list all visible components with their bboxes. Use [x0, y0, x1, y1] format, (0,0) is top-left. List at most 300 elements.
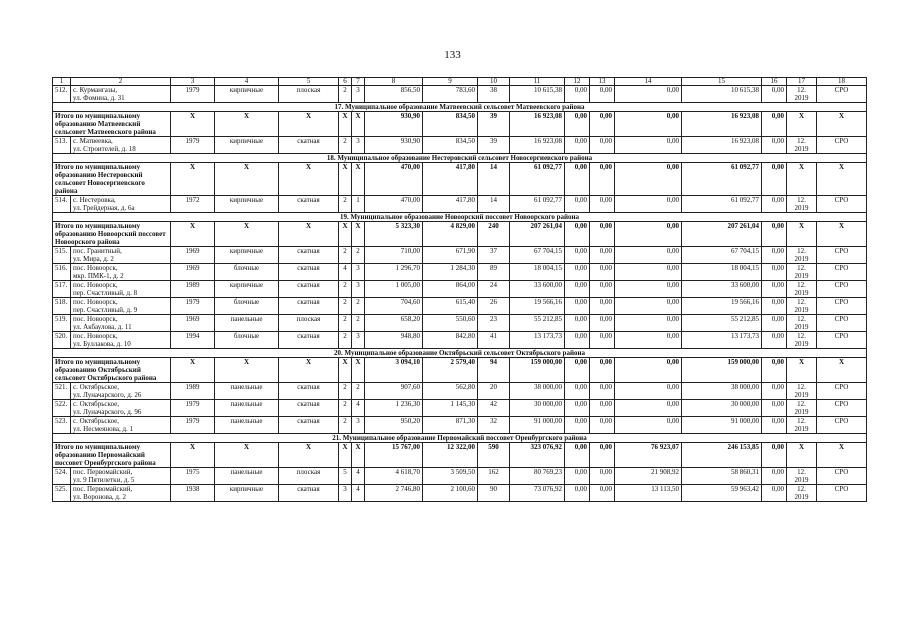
building-row: [53, 468, 867, 485]
repair-method: СРО: [817, 86, 867, 103]
cost-owners: 67 704,15: [682, 247, 762, 264]
residential-area: 12 322,00: [423, 443, 478, 468]
repair-method: СРО: [817, 400, 867, 417]
not-applicable-mark: X: [339, 358, 352, 383]
repair-method: СРО: [817, 298, 867, 315]
roof-type: скатная: [279, 196, 339, 213]
floor-count: 4: [339, 264, 352, 281]
building-address: [71, 298, 171, 315]
cost-federal: 0,00: [565, 417, 590, 434]
floor-count: 2: [339, 417, 352, 434]
cost-regional: 0,00: [590, 298, 615, 315]
completion-date: [787, 468, 817, 485]
total-area: 1 236,30: [365, 400, 423, 417]
cost-owners: 16 923,08: [682, 112, 762, 137]
build-year: 1979: [171, 400, 215, 417]
roof-type: скатная: [279, 485, 339, 502]
completion-date-line2: 2019: [794, 476, 809, 484]
cost-local: 21 908,92: [615, 468, 682, 485]
repair-cost-total: 18 004,15: [510, 264, 565, 281]
building-address-line2: ул. Грейдерная, д. 6а: [73, 204, 135, 212]
column-number-header: 12: [565, 78, 590, 86]
entrance-count: 4: [352, 485, 365, 502]
not-applicable-mark: X: [787, 358, 817, 383]
residents-count: 32: [478, 417, 510, 434]
building-row: [53, 264, 867, 281]
cost-other: 0,00: [762, 358, 787, 383]
section-title: 20. Муниципальное образование Октябрьский сельсовет Октябрьского района: [53, 349, 867, 358]
build-year: 1969: [171, 264, 215, 281]
cost-federal: 0,00: [565, 332, 590, 349]
cost-regional: 0,00: [590, 485, 615, 502]
column-number-header: 4: [215, 78, 279, 86]
section-header-row: [53, 349, 867, 358]
building-address: [71, 137, 171, 154]
row-number: 517.: [53, 281, 71, 298]
completion-date-line1: 12.: [797, 417, 806, 425]
roof-type: скатная: [279, 383, 339, 400]
completion-date-line2: 2019: [794, 145, 809, 153]
building-address: [71, 264, 171, 281]
subtotal-row: [53, 112, 867, 137]
cost-other: 0,00: [762, 86, 787, 103]
wall-material: блочные: [215, 298, 279, 315]
not-applicable-mark: X: [787, 222, 817, 247]
cost-regional: 0,00: [590, 281, 615, 298]
building-address-line2: ул. Луначарского, д. 96: [73, 408, 142, 416]
build-year: 1994: [171, 332, 215, 349]
floor-count: 2: [339, 196, 352, 213]
column-number-header: 16: [762, 78, 787, 86]
completion-date: [787, 298, 817, 315]
cost-federal: 0,00: [565, 247, 590, 264]
cost-other: 0,00: [762, 163, 787, 196]
cost-owners: 19 566,16: [682, 298, 762, 315]
cost-federal: 0,00: [565, 383, 590, 400]
column-number-header: 11: [510, 78, 565, 86]
completion-date-line2: 2019: [794, 272, 809, 280]
cost-local: 0,00: [615, 417, 682, 434]
residents-count: 42: [478, 400, 510, 417]
building-address: [71, 332, 171, 349]
not-applicable-mark: X: [352, 358, 365, 383]
completion-date-line1: 12.: [797, 332, 806, 340]
floor-count: 2: [339, 400, 352, 417]
residents-count: 20: [478, 383, 510, 400]
subtotal-row: [53, 443, 867, 468]
cost-local: 0,00: [615, 298, 682, 315]
repair-cost-total: 61 092,77: [510, 196, 565, 213]
completion-date-line2: 2019: [794, 289, 809, 297]
cost-local: 0,00: [615, 137, 682, 154]
wall-material: блочные: [215, 264, 279, 281]
floor-count: 2: [339, 281, 352, 298]
build-year: 1979: [171, 417, 215, 434]
cost-regional: 0,00: [590, 383, 615, 400]
repair-cost-total: 55 212,85: [510, 315, 565, 332]
building-address-line1: пос. Новоорск,: [73, 264, 118, 272]
residential-area: 2 100,60: [423, 485, 478, 502]
row-number: 518.: [53, 298, 71, 315]
repair-cost-total: 16 923,08: [510, 112, 565, 137]
repair-method: СРО: [817, 468, 867, 485]
repair-method: СРО: [817, 247, 867, 264]
completion-date-line1: 12.: [797, 400, 806, 408]
roof-type: скатная: [279, 298, 339, 315]
cost-regional: 0,00: [590, 86, 615, 103]
residents-count: 89: [478, 264, 510, 281]
completion-date: [787, 264, 817, 281]
floor-count: 2: [339, 247, 352, 264]
row-number: 512.: [53, 86, 71, 103]
completion-date-line1: 12.: [797, 196, 806, 204]
building-address-line2: мкр. ПМК-1, д. 2: [73, 272, 124, 280]
cost-federal: 0,00: [565, 358, 590, 383]
cost-federal: 0,00: [565, 222, 590, 247]
row-number: 523.: [53, 417, 71, 434]
cost-federal: 0,00: [565, 315, 590, 332]
completion-date-line1: 12.: [797, 383, 806, 391]
column-number-header: 5: [279, 78, 339, 86]
not-applicable-mark: X: [817, 163, 867, 196]
wall-material: панельные: [215, 400, 279, 417]
section-title: 21. Муниципальное образование Первомайский поссовет Оренбургского района: [53, 434, 867, 443]
residential-area: 864,00: [423, 281, 478, 298]
completion-date-line1: 12.: [797, 86, 806, 94]
repair-method: СРО: [817, 417, 867, 434]
cost-other: 0,00: [762, 485, 787, 502]
total-area: 658,20: [365, 315, 423, 332]
section-title: 18. Муниципальное образование Нестеровский сельсовет Новосергиевского района: [53, 154, 867, 163]
cost-local: 13 113,50: [615, 485, 682, 502]
cost-regional: 0,00: [590, 358, 615, 383]
entrance-count: 4: [352, 400, 365, 417]
building-address: [71, 315, 171, 332]
residents-count: 38: [478, 86, 510, 103]
row-number: 521.: [53, 383, 71, 400]
residential-area: 4 829,00: [423, 222, 478, 247]
residents-count: 37: [478, 247, 510, 264]
building-address-line1: с. Октябрьское,: [73, 383, 120, 391]
cost-owners: 207 261,04: [682, 222, 762, 247]
row-number: 515.: [53, 247, 71, 264]
building-address-line1: пос. Новоорск,: [73, 332, 118, 340]
residents-count: 14: [478, 163, 510, 196]
completion-date: [787, 383, 817, 400]
column-number-header: 6: [339, 78, 352, 86]
cost-regional: 0,00: [590, 247, 615, 264]
building-address-line1: пос. Новоорск,: [73, 315, 118, 323]
residential-area: 2 579,40: [423, 358, 478, 383]
section-title: 19. Муниципальное образование Новоорский поссовет Новоорского района: [53, 213, 867, 222]
cost-other: 0,00: [762, 137, 787, 154]
subtotal-label: Итого по муниципальному образованию Первомайский поссовет Оренбургского района: [53, 443, 171, 468]
completion-date: [787, 315, 817, 332]
not-applicable-mark: X: [279, 443, 339, 468]
cost-federal: 0,00: [565, 281, 590, 298]
entrance-count: 3: [352, 281, 365, 298]
wall-material: кирпичные: [215, 86, 279, 103]
total-area: 1 296,70: [365, 264, 423, 281]
subtotal-label: Итого по муниципальному образованию Нестеровский сельсовет Новосергиевского района: [53, 163, 171, 196]
building-address: [71, 281, 171, 298]
row-number: 513.: [53, 137, 71, 154]
total-area: 930,90: [365, 112, 423, 137]
completion-date-line2: 2019: [794, 323, 809, 331]
not-applicable-mark: X: [171, 112, 215, 137]
not-applicable-mark: X: [352, 163, 365, 196]
build-year: 1969: [171, 315, 215, 332]
cost-local: 0,00: [615, 332, 682, 349]
building-row: [53, 332, 867, 349]
cost-federal: 0,00: [565, 443, 590, 468]
entrance-count: 3: [352, 417, 365, 434]
cost-local: 0,00: [615, 112, 682, 137]
wall-material: кирпичные: [215, 485, 279, 502]
completion-date-line2: 2019: [794, 408, 809, 416]
residents-count: 24: [478, 281, 510, 298]
repair-cost-total: 159 000,00: [510, 358, 565, 383]
cost-regional: 0,00: [590, 137, 615, 154]
cost-owners: 33 600,00: [682, 281, 762, 298]
completion-date-line2: 2019: [794, 493, 809, 501]
building-address: [71, 468, 171, 485]
building-address-line1: с. Курмангазы,: [73, 86, 118, 94]
entrance-count: 4: [352, 468, 365, 485]
building-address-line2: ул. Мира, д. 2: [73, 255, 114, 263]
building-row: [53, 417, 867, 434]
cost-regional: 0,00: [590, 163, 615, 196]
not-applicable-mark: X: [279, 358, 339, 383]
total-area: 470,00: [365, 196, 423, 213]
section-header-row: [53, 154, 867, 163]
column-number-header: 14: [615, 78, 682, 86]
section-header-row: [53, 103, 867, 112]
repair-cost-total: 67 704,15: [510, 247, 565, 264]
cost-local: 0,00: [615, 383, 682, 400]
subtotal-row: [53, 163, 867, 196]
residents-count: 162: [478, 468, 510, 485]
repair-cost-total: 30 000,00: [510, 400, 565, 417]
row-number: 525.: [53, 485, 71, 502]
floor-count: 2: [339, 315, 352, 332]
total-area: 948,80: [365, 332, 423, 349]
cost-other: 0,00: [762, 112, 787, 137]
building-address: [71, 383, 171, 400]
total-area: 2 746,80: [365, 485, 423, 502]
subtotal-label: Итого по муниципальному образованию Матвеевский сельсовет Матвеевского района: [53, 112, 171, 137]
residential-area: 834,50: [423, 137, 478, 154]
not-applicable-mark: X: [339, 163, 352, 196]
completion-date-line2: 2019: [794, 94, 809, 102]
completion-date: [787, 196, 817, 213]
subtotal-label: Итого по муниципальному образованию Новоорский поссовет Новоорского района: [53, 222, 171, 247]
residential-area: 3 509,50: [423, 468, 478, 485]
cost-regional: 0,00: [590, 332, 615, 349]
building-row: [53, 86, 867, 103]
building-address: [71, 400, 171, 417]
repair-method: СРО: [817, 196, 867, 213]
repair-method: СРО: [817, 137, 867, 154]
building-address-line1: пос. Гранитный,: [73, 247, 122, 255]
not-applicable-mark: X: [215, 222, 279, 247]
completion-date: [787, 86, 817, 103]
cost-owners: 18 004,15: [682, 264, 762, 281]
total-area: 5 323,30: [365, 222, 423, 247]
cost-regional: 0,00: [590, 417, 615, 434]
building-address-line2: ул. Строителей, д. 18: [73, 145, 136, 153]
entrance-count: 2: [352, 383, 365, 400]
not-applicable-mark: X: [787, 112, 817, 137]
cost-regional: 0,00: [590, 196, 615, 213]
building-row: [53, 137, 867, 154]
not-applicable-mark: X: [171, 222, 215, 247]
not-applicable-mark: X: [352, 443, 365, 468]
building-address-line2: пер. Счастливый, д. 8: [73, 289, 138, 297]
table-body: [53, 78, 867, 502]
row-number: 514.: [53, 196, 71, 213]
build-year: 1975: [171, 468, 215, 485]
cost-owners: 61 092,77: [682, 196, 762, 213]
building-address-line1: пос. Первомайский,: [73, 468, 133, 476]
residential-area: 871,30: [423, 417, 478, 434]
wall-material: блочные: [215, 332, 279, 349]
repair-method: СРО: [817, 281, 867, 298]
building-address-line2: ул. 9 Пятилетки, д. 5: [73, 476, 135, 484]
cost-local: 0,00: [615, 315, 682, 332]
completion-date-line1: 12.: [797, 485, 806, 493]
entrance-count: 2: [352, 298, 365, 315]
cost-other: 0,00: [762, 332, 787, 349]
subtotal-row: [53, 358, 867, 383]
total-area: 710,00: [365, 247, 423, 264]
total-area: 3 094,10: [365, 358, 423, 383]
cost-local: 0,00: [615, 222, 682, 247]
cost-owners: 16 923,08: [682, 137, 762, 154]
cost-owners: 30 000,00: [682, 400, 762, 417]
cost-federal: 0,00: [565, 264, 590, 281]
cost-other: 0,00: [762, 222, 787, 247]
cost-other: 0,00: [762, 247, 787, 264]
building-row: [53, 298, 867, 315]
repair-cost-total: 80 769,23: [510, 468, 565, 485]
building-address: [71, 417, 171, 434]
cost-owners: 13 173,73: [682, 332, 762, 349]
column-number-header: 17: [787, 78, 817, 86]
page-number: 133: [444, 49, 461, 61]
cost-other: 0,00: [762, 417, 787, 434]
entrance-count: 3: [352, 264, 365, 281]
build-year: 1938: [171, 485, 215, 502]
row-number: 520.: [53, 332, 71, 349]
wall-material: кирпичные: [215, 196, 279, 213]
floor-count: 2: [339, 137, 352, 154]
row-number: 519.: [53, 315, 71, 332]
cost-other: 0,00: [762, 315, 787, 332]
completion-date-line2: 2019: [794, 306, 809, 314]
total-area: 950,20: [365, 417, 423, 434]
roof-type: скатная: [279, 247, 339, 264]
column-number-header: 15: [682, 78, 762, 86]
not-applicable-mark: X: [279, 163, 339, 196]
not-applicable-mark: X: [279, 112, 339, 137]
building-address-line2: пер. Счастливый, д. 9: [73, 306, 138, 314]
cost-regional: 0,00: [590, 315, 615, 332]
cost-owners: 59 963,42: [682, 485, 762, 502]
completion-date-line1: 12.: [797, 298, 806, 306]
building-address-line1: с. Нестеровка,: [73, 196, 116, 204]
completion-date-line2: 2019: [794, 255, 809, 263]
residential-area: 417,80: [423, 163, 478, 196]
residential-area: 1 284,30: [423, 264, 478, 281]
cost-local: 0,00: [615, 281, 682, 298]
not-applicable-mark: X: [817, 358, 867, 383]
total-area: 470,00: [365, 163, 423, 196]
column-number-header: 10: [478, 78, 510, 86]
not-applicable-mark: X: [339, 222, 352, 247]
section-header-row: [53, 213, 867, 222]
completion-date-line2: 2019: [794, 425, 809, 433]
not-applicable-mark: X: [787, 443, 817, 468]
residential-area: 1 145,30: [423, 400, 478, 417]
building-address-line2: ул. Воронова, д. 2: [73, 493, 126, 501]
not-applicable-mark: X: [171, 163, 215, 196]
cost-other: 0,00: [762, 443, 787, 468]
completion-date-line2: 2019: [794, 340, 809, 348]
row-number: 524.: [53, 468, 71, 485]
column-number-header: 9: [423, 78, 478, 86]
residential-area: 783,60: [423, 86, 478, 103]
building-address: [71, 247, 171, 264]
repair-cost-total: 73 076,92: [510, 485, 565, 502]
subtotal-label: Итого по муниципальному образованию Октябрьский сельсовет Октябрьского района: [53, 358, 171, 383]
building-address-line2: ул. Буллакова, д. 10: [73, 340, 131, 348]
residents-count: 39: [478, 137, 510, 154]
column-number-row: [53, 78, 867, 86]
column-number-header: 1: [53, 78, 71, 86]
completion-date: [787, 417, 817, 434]
total-area: 4 618,70: [365, 468, 423, 485]
not-applicable-mark: X: [215, 163, 279, 196]
not-applicable-mark: X: [817, 443, 867, 468]
roof-type: скатная: [279, 332, 339, 349]
completion-date-line1: 12.: [797, 264, 806, 272]
cost-owners: 91 000,00: [682, 417, 762, 434]
row-number: 516.: [53, 264, 71, 281]
completion-date-line2: 2019: [794, 204, 809, 212]
cost-owners: 10 615,38: [682, 86, 762, 103]
residents-count: 41: [478, 332, 510, 349]
total-area: 930,90: [365, 137, 423, 154]
not-applicable-mark: X: [787, 163, 817, 196]
not-applicable-mark: X: [817, 222, 867, 247]
roof-type: скатная: [279, 264, 339, 281]
wall-material: панельные: [215, 468, 279, 485]
cost-other: 0,00: [762, 468, 787, 485]
cost-local: 0,00: [615, 264, 682, 281]
not-applicable-mark: X: [215, 358, 279, 383]
cost-federal: 0,00: [565, 196, 590, 213]
residential-area: 417,80: [423, 196, 478, 213]
building-address-line1: пос. Новоорск,: [73, 281, 118, 289]
entrance-count: 2: [352, 315, 365, 332]
not-applicable-mark: X: [171, 358, 215, 383]
roof-type: скатная: [279, 281, 339, 298]
residents-count: 90: [478, 485, 510, 502]
building-address-line2: ул. Фомина, д. 31: [73, 94, 125, 102]
residents-count: 94: [478, 358, 510, 383]
column-number-header: 13: [590, 78, 615, 86]
